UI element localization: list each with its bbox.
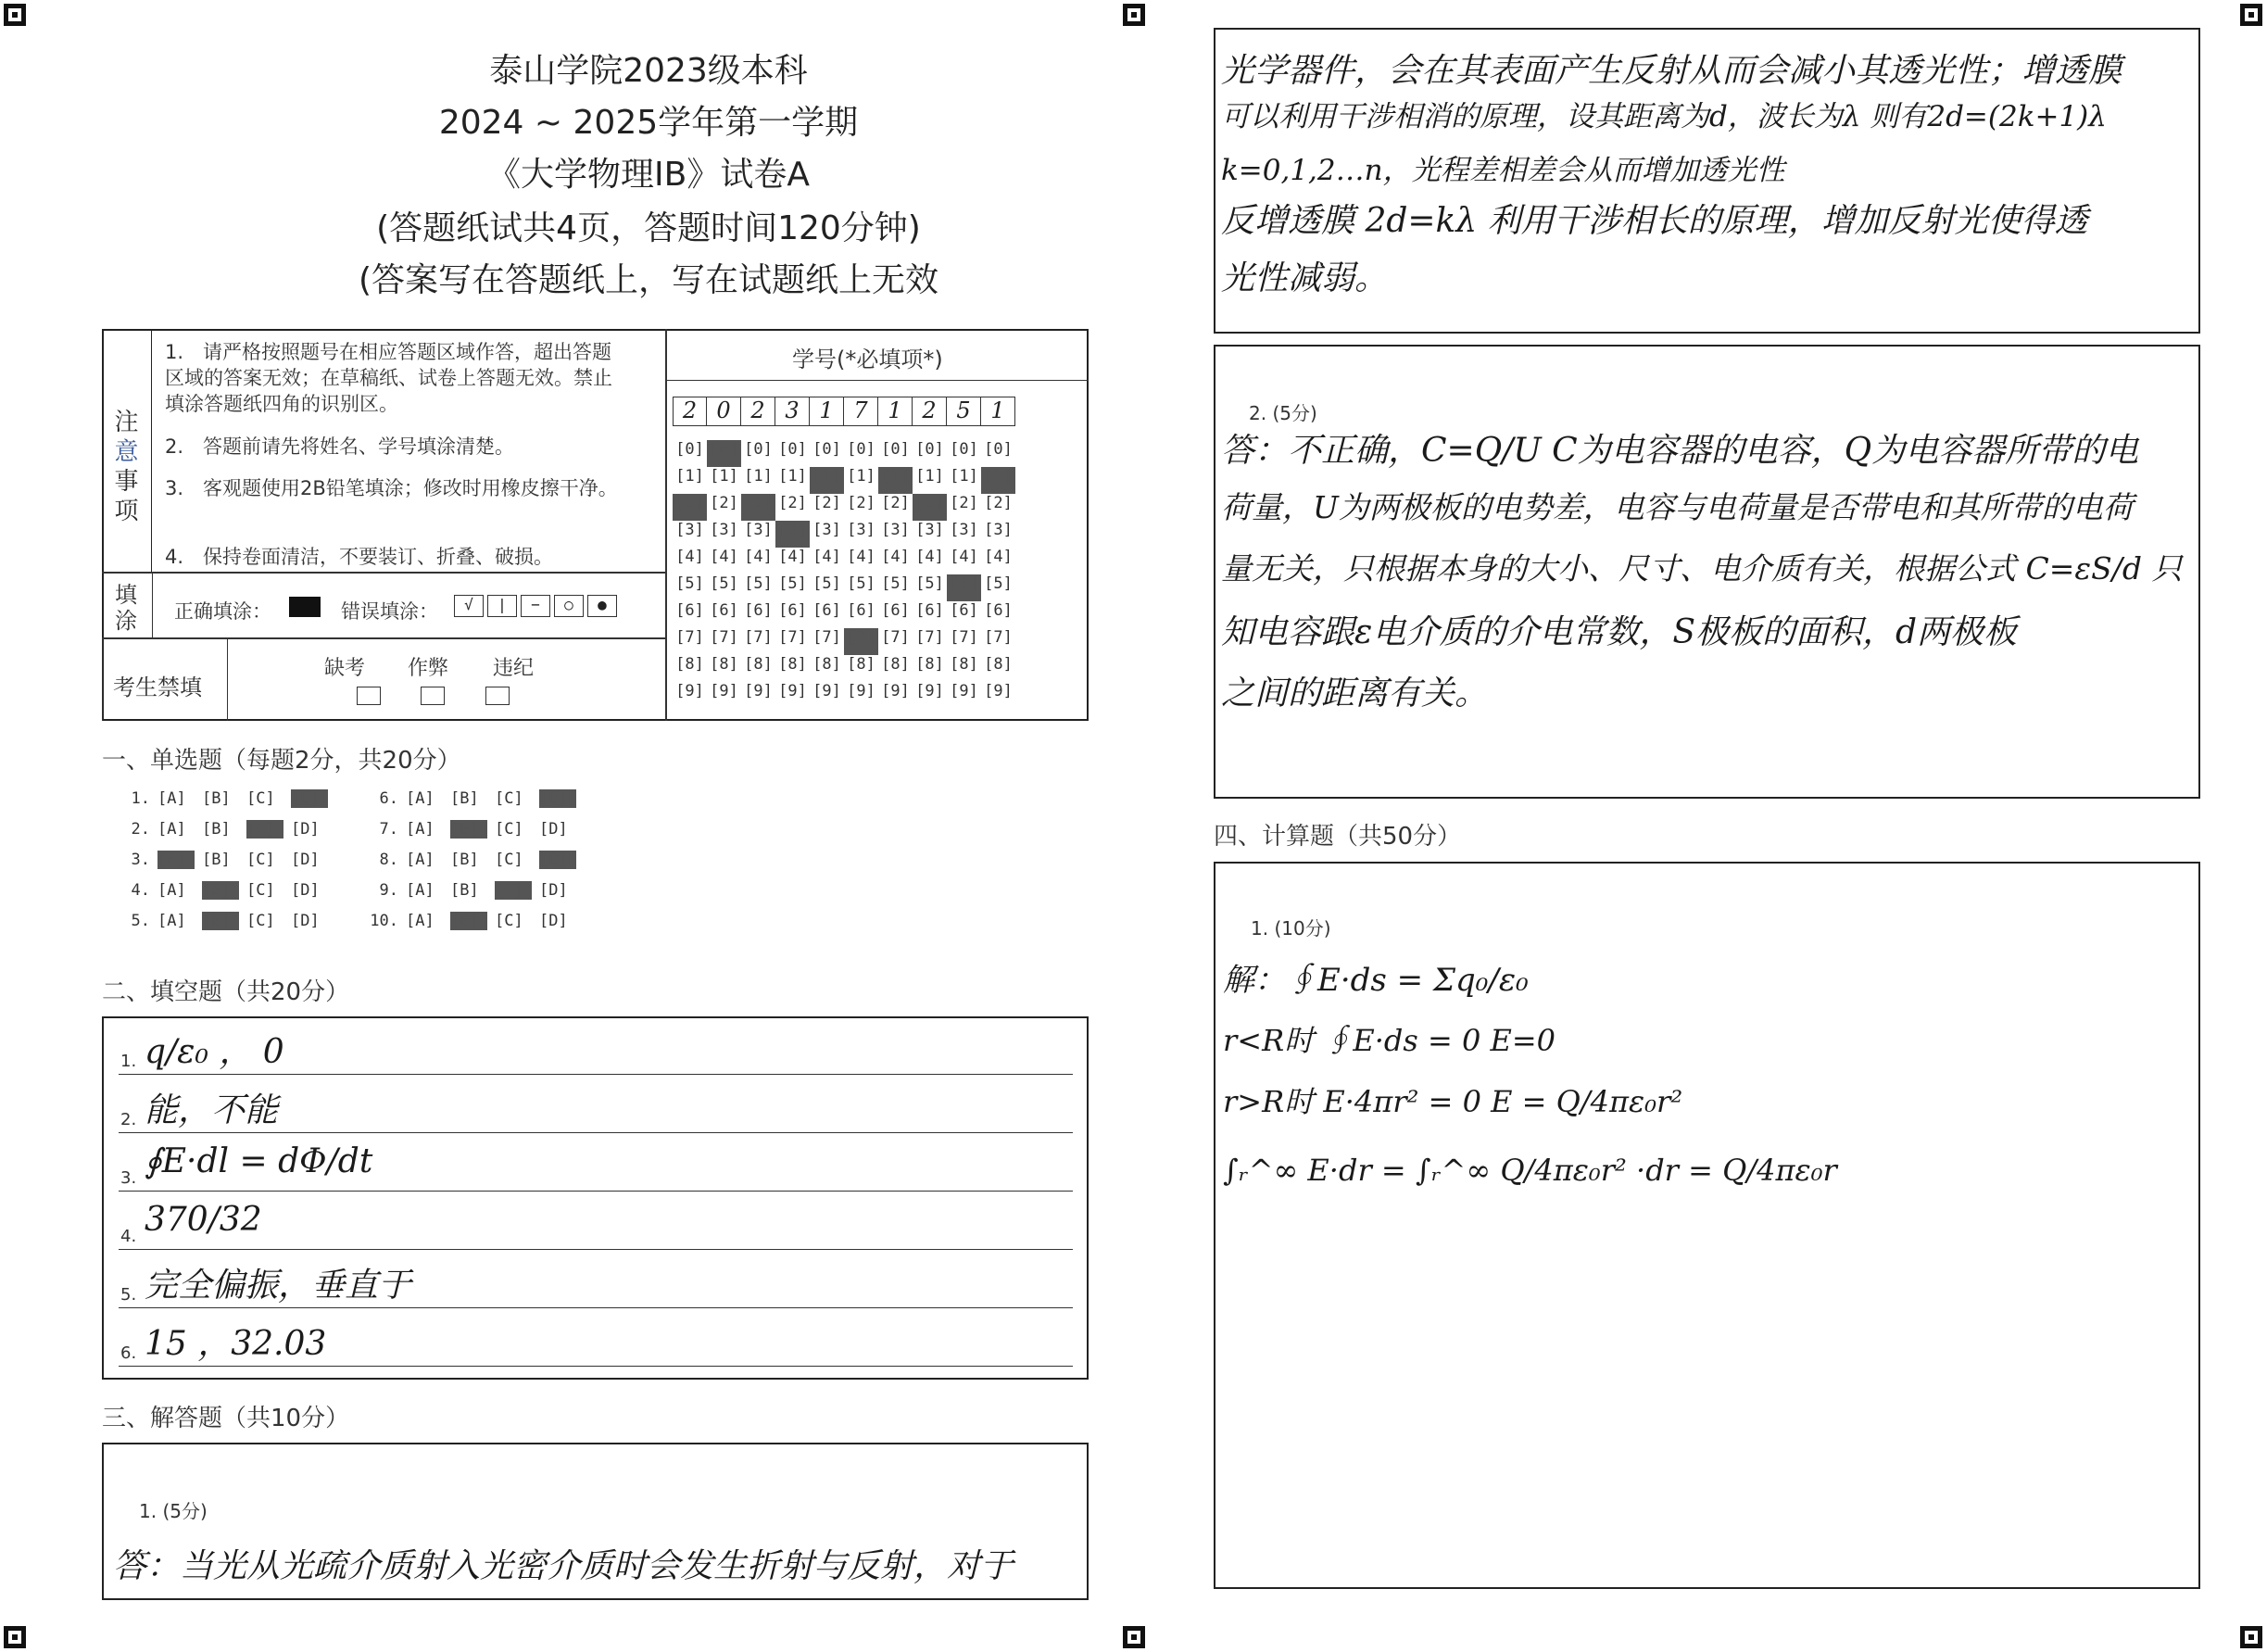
notice-label: 注 意 事 项 — [104, 329, 152, 572]
single-choice-option-a[interactable]: [A] — [406, 820, 435, 839]
student-id-bubble[interactable]: [9] — [744, 682, 773, 700]
student-id-bubble-row — [673, 682, 1015, 709]
notice-item-2: 2. 答题前请先将姓名、学号填涂清楚。 — [165, 435, 515, 458]
corner-marker-bottom-left — [4, 1626, 26, 1648]
student-id-digit: 1 — [810, 397, 844, 426]
calculation-1-label: 1. (10分) — [1251, 917, 1331, 939]
student-id-bubble[interactable]: [1] — [878, 467, 913, 494]
student-id-digit: 5 — [947, 397, 981, 426]
student-id-bubble-row — [673, 548, 1015, 574]
single-choice-option-a[interactable]: [A] — [406, 789, 435, 808]
short-answer-1-label: 1. (5分) — [139, 1500, 208, 1522]
fill-blank-underline — [119, 1191, 1073, 1192]
student-id-bubble[interactable]: [2] — [812, 494, 841, 512]
violation-checkbox[interactable] — [485, 687, 510, 705]
single-choice-option-b[interactable]: [B] — [202, 789, 231, 808]
student-id-bubble[interactable]: [2] — [984, 494, 1013, 512]
student-id-bubble[interactable]: [9] — [675, 682, 704, 700]
single-choice-option-a[interactable]: [A] — [406, 881, 435, 900]
student-id-bubble[interactable]: [0] — [915, 440, 944, 459]
fill-blank-number: 4. — [120, 1227, 137, 1246]
student-id-bubble[interactable]: [5] — [984, 574, 1013, 593]
student-id-bubble-row — [673, 494, 1015, 521]
student-id-bubble[interactable]: [1] — [915, 467, 944, 486]
notice-item-1: 1. 请严格按照题号在相应答题区域作答，超出答题区域的答案无效；在草稿纸、试卷上答题无效。禁止填涂答题纸四角的识别区。 — [165, 341, 612, 415]
fill-label: 填 涂 — [115, 582, 137, 634]
student-id-bubble[interactable]: [5] — [778, 574, 807, 593]
fill-blank-answer: q/ε₀ ， 0 — [145, 1033, 284, 1071]
student-id-bubble[interactable]: [8] — [915, 655, 944, 674]
student-id-bubble-row — [673, 440, 1015, 467]
student-id-bubble[interactable]: [2] — [778, 494, 807, 512]
corner-marker-top-right — [2240, 4, 2262, 26]
corner-marker-bottom-right — [2240, 1626, 2262, 1648]
fill-blank-underline — [119, 1074, 1073, 1075]
student-id-bubble[interactable]: [5] — [881, 574, 910, 593]
section-short-answer-title: 三、解答题（共10分） — [102, 1405, 350, 1432]
student-id-bubble[interactable]: [2] — [710, 494, 738, 512]
student-id-bubble[interactable]: [1] — [810, 467, 844, 494]
student-id-bubble[interactable]: [4] — [812, 548, 841, 566]
student-id-digit: 2 — [913, 397, 947, 426]
wrong-fill-samples: √ | − ○ ● — [454, 595, 617, 617]
single-choice-number: 4. — [131, 881, 150, 900]
student-id-bubble[interactable]: [3] — [775, 521, 810, 548]
student-id-bubble[interactable]: [6] — [710, 601, 738, 620]
student-id-bubble[interactable]: [6] — [984, 601, 1013, 620]
short-answer-1-line-4: k=0,1,2…n，光程差相差会从而增加透光性 — [1221, 154, 1785, 187]
student-id-bubble[interactable]: [8] — [710, 655, 738, 674]
fill-blank-number: 3. — [120, 1168, 137, 1188]
student-id-bubble[interactable]: [7] — [915, 628, 944, 647]
single-choice-option-d[interactable]: [D] — [539, 789, 576, 808]
single-choice-number: 1. — [131, 789, 150, 808]
student-id-bubble[interactable]: [6] — [744, 601, 773, 620]
student-id-bubble[interactable]: [7] — [710, 628, 738, 647]
student-id-title: 学号(*必填项*) — [792, 347, 943, 372]
single-choice-option-b[interactable]: [B] — [202, 820, 231, 839]
student-id-digit: 2 — [673, 397, 707, 426]
student-id-bubble[interactable]: [1] — [950, 467, 978, 486]
single-choice-number: 9. — [379, 881, 398, 900]
single-choice-item — [119, 789, 335, 808]
fill-blank-answer: ∮E·dl = dΦ/dt — [145, 1142, 373, 1180]
section-single-choice-title: 一、单选题（每题2分，共20分） — [102, 747, 461, 775]
student-id-bubble[interactable]: [0] — [675, 440, 704, 459]
fill-blank-number: 5. — [120, 1285, 137, 1305]
fill-blank-answer: 15 ，32.03 — [145, 1325, 327, 1363]
student-id-digits — [673, 397, 1015, 426]
absent-checkbox[interactable] — [357, 687, 381, 705]
single-choice-item — [119, 851, 335, 869]
single-choice-item — [367, 789, 584, 808]
single-choice-option-d[interactable]: [D] — [539, 912, 568, 930]
student-id-bubble[interactable]: [9] — [881, 682, 910, 700]
student-id-bubble[interactable]: [7] — [778, 628, 807, 647]
student-id-bubble[interactable]: [8] — [881, 655, 910, 674]
correct-fill-label: 正确填涂： — [174, 600, 271, 623]
student-id-bubble[interactable]: [4] — [675, 548, 704, 566]
student-id-digit: 3 — [775, 397, 810, 426]
student-id-bubble[interactable]: [4] — [950, 548, 978, 566]
fill-blank-answer: 370/32 — [145, 1201, 262, 1239]
student-id-bubble[interactable]: [5] — [947, 574, 981, 601]
exam-title: 《大学物理IB》试卷A — [487, 156, 810, 194]
single-choice-number: 10. — [370, 912, 398, 930]
student-id-bubble[interactable]: [8] — [950, 655, 978, 674]
single-choice-item — [119, 881, 335, 900]
calculation-1-line-4: ∫ᵣ^∞ E·dr = ∫ᵣ^∞ Q/4πε₀r² ·dr = Q/4πε₀r — [1223, 1153, 1837, 1188]
student-id-bubble[interactable]: [0] — [950, 440, 978, 459]
student-id-bubble[interactable]: [5] — [675, 574, 704, 593]
absent-label: 缺考 — [324, 657, 366, 680]
student-id-bubble[interactable]: [8] — [812, 655, 841, 674]
student-id-bubble-row — [673, 467, 1015, 494]
student-id-bubble[interactable]: [2] — [881, 494, 910, 512]
student-id-bubble[interactable]: [4] — [710, 548, 738, 566]
student-id-bubble[interactable]: [5] — [744, 574, 773, 593]
single-choice-item — [367, 912, 584, 930]
single-choice-option-c[interactable]: [C] — [246, 851, 275, 869]
single-choice-option-c[interactable]: [C] — [246, 820, 283, 839]
student-id-bubble[interactable]: [5] — [847, 574, 875, 593]
student-id-bubble-row — [673, 521, 1015, 548]
student-id-bubble[interactable]: [9] — [812, 682, 841, 700]
single-choice-number: 3. — [131, 851, 150, 869]
fill-blank-number: 2. — [120, 1110, 137, 1129]
student-id-bubble[interactable]: [9] — [847, 682, 875, 700]
single-choice-number: 2. — [131, 820, 150, 839]
short-answer-2-label: 2. (5分) — [1249, 402, 1317, 424]
single-choice-option-b[interactable]: [B] — [450, 881, 479, 900]
single-choice-option-a[interactable]: [A] — [157, 881, 186, 900]
student-id-bubble[interactable]: [6] — [915, 601, 944, 620]
student-id-bubble[interactable]: [9] — [984, 682, 1013, 700]
single-choice-option-a[interactable]: [A] — [157, 912, 186, 930]
student-id-bubble[interactable]: [4] — [984, 548, 1013, 566]
single-choice-option-c[interactable]: [C] — [246, 789, 275, 808]
short-answer-2-line-2: 荷量，U为两极板的电势差，电容与电荷量是否带电和其所带的电荷 — [1221, 489, 2134, 525]
student-id-bubble[interactable]: [9] — [778, 682, 807, 700]
student-id-bubble[interactable]: [0] — [778, 440, 807, 459]
single-choice-option-c[interactable]: [C] — [246, 881, 275, 900]
single-choice-option-c[interactable]: [C] — [495, 789, 523, 808]
exam-term: 2024 ~ 2025学年第一学期 — [438, 104, 859, 142]
fill-blank-underline — [119, 1366, 1073, 1367]
single-choice-option-a[interactable]: [A] — [157, 851, 195, 869]
student-id-bubble[interactable]: [0] — [881, 440, 910, 459]
student-id-bubble[interactable]: [7] — [812, 628, 841, 647]
student-id-bubble[interactable]: [7] — [984, 628, 1013, 647]
cheat-checkbox[interactable] — [421, 687, 445, 705]
fill-blank-underline — [119, 1249, 1073, 1250]
student-id-bubble[interactable]: [3] — [915, 521, 944, 539]
student-id-bubble[interactable]: [9] — [710, 682, 738, 700]
single-choice-option-a[interactable]: [A] — [157, 789, 186, 808]
student-id-bubble[interactable]: [4] — [847, 548, 875, 566]
corner-marker-top-mid — [1123, 4, 1145, 26]
student-id-bubble[interactable]: [8] — [778, 655, 807, 674]
exam-duration: (答题纸试共4页，答题时间120分钟) — [376, 209, 921, 247]
student-id-bubble[interactable]: [3] — [984, 521, 1013, 539]
exam-forbidden-label: 考生禁填 — [113, 675, 202, 700]
short-answer-2-line-5: 之间的距离有关。 — [1221, 675, 1489, 713]
student-id-bubble[interactable]: [5] — [915, 574, 944, 593]
fill-blank-number: 6. — [120, 1343, 137, 1363]
student-id-bubble[interactable]: [7] — [675, 628, 704, 647]
student-id-bubble[interactable]: [1] — [710, 467, 738, 486]
single-choice-option-a[interactable]: [A] — [157, 820, 186, 839]
short-answer-1-line-5: 反增透膜 2d=kλ 利用干涉相长的原理，增加反射光使得透 — [1221, 202, 2088, 240]
student-id-bubble[interactable]: [0] — [744, 440, 773, 459]
student-id-bubble[interactable]: [3] — [881, 521, 910, 539]
fill-blank-underline — [119, 1307, 1073, 1308]
calculation-1-line-3: r>R时 E·4πr² = 0 E = Q/4πε₀r² — [1223, 1084, 1683, 1119]
student-id-bubble[interactable]: [8] — [984, 655, 1013, 674]
student-id-bubble[interactable]: [1] — [675, 467, 704, 486]
student-id-bubble[interactable]: [0] — [707, 440, 741, 467]
corner-marker-bottom-mid — [1123, 1626, 1145, 1648]
student-id-digit: 0 — [707, 397, 741, 426]
student-id-bubble[interactable]: [7] — [844, 628, 878, 655]
single-choice-item — [367, 820, 584, 839]
single-choice-option-b[interactable]: [B] — [202, 851, 231, 869]
student-id-bubble[interactable]: [9] — [950, 682, 978, 700]
student-id-bubble[interactable]: [6] — [812, 601, 841, 620]
corner-marker-top-left — [4, 4, 26, 26]
student-id-bubble[interactable]: [6] — [950, 601, 978, 620]
student-id-bubble[interactable]: [0] — [812, 440, 841, 459]
fill-blank-number: 1. — [120, 1052, 137, 1071]
student-id-bubble[interactable]: [2] — [950, 494, 978, 512]
single-choice-option-d[interactable]: [D] — [291, 851, 320, 869]
single-choice-option-c[interactable]: [C] — [495, 851, 523, 869]
cheat-label: 作弊 — [408, 657, 449, 680]
student-id-bubble-row — [673, 574, 1015, 601]
single-choice-option-d[interactable]: [D] — [539, 851, 576, 869]
student-id-bubble[interactable]: [4] — [915, 548, 944, 566]
student-id-bubble[interactable]: [2] — [673, 494, 707, 521]
correct-fill-sample — [289, 597, 321, 617]
section-fill-blank-title: 二、填空题（共20分） — [102, 978, 350, 1006]
single-choice-option-d[interactable]: [D] — [539, 881, 568, 900]
student-id-bubble-row — [673, 655, 1015, 682]
single-choice-option-b[interactable]: [B] — [202, 881, 239, 900]
student-id-bubble[interactable]: [8] — [675, 655, 704, 674]
student-id-bubble[interactable]: [2] — [847, 494, 875, 512]
single-choice-option-b[interactable]: [B] — [450, 820, 487, 839]
section-calculation-title: 四、计算题（共50分） — [1214, 823, 1462, 851]
short-answer-1-line-1: 答：当光从光疏介质射入光密介质时会发生折射与反射，对于 — [113, 1547, 1014, 1585]
student-id-bubble[interactable]: [1] — [981, 467, 1015, 494]
student-id-bubble[interactable]: [4] — [881, 548, 910, 566]
calculation-1-line-2: r<R时 ∮E·ds = 0 E=0 — [1223, 1023, 1556, 1058]
short-answer-2-line-1: 答：不正确，C=Q/U C为电容器的电容，Q为电容器所带的电 — [1221, 432, 2139, 470]
single-choice-option-c[interactable]: [C] — [495, 820, 523, 839]
student-id-bubble[interactable]: [0] — [847, 440, 875, 459]
exam-institution: 泰山学院2023级本科 — [489, 52, 808, 90]
single-choice-option-a[interactable]: [A] — [406, 851, 435, 869]
notice-item-4: 4. 保持卷面清洁，不要装订、折叠、破损。 — [165, 546, 554, 568]
student-id-digit: 1 — [981, 397, 1015, 426]
wrong-fill-label: 错误填涂： — [341, 600, 438, 623]
student-id-bubble[interactable]: [3] — [950, 521, 978, 539]
single-choice-item — [367, 851, 584, 869]
fill-blank-answer: 完全偏振，垂直于 — [145, 1267, 412, 1305]
student-id-bubble[interactable]: [6] — [881, 601, 910, 620]
student-id-bubble[interactable]: [3] — [675, 521, 704, 539]
student-id-bubble[interactable]: [1] — [744, 467, 773, 486]
student-id-bubble[interactable]: [6] — [675, 601, 704, 620]
student-id-bubble[interactable]: [3] — [710, 521, 738, 539]
student-id-bubble[interactable]: [5] — [710, 574, 738, 593]
notice-item-3: 3. 客观题使用2B铅笔填涂；修改时用橡皮擦干净。 — [165, 477, 618, 499]
exam-instruction: (答案写在答题纸上，写在试题纸上无效 — [358, 261, 939, 299]
fill-blank-answer: 能，不能 — [145, 1091, 279, 1129]
student-id-bubble[interactable]: [4] — [744, 548, 773, 566]
single-choice-option-d[interactable]: [D] — [539, 820, 568, 839]
student-id-bubble[interactable]: [8] — [847, 655, 875, 674]
student-id-bubble-grid[interactable] — [673, 440, 1015, 709]
single-choice-option-c[interactable]: [C] — [495, 912, 523, 930]
single-choice-option-c[interactable]: [C] — [246, 912, 275, 930]
single-choice-number: 6. — [379, 789, 398, 808]
student-id-bubble-row — [673, 628, 1015, 655]
single-choice-option-a[interactable]: [A] — [406, 912, 435, 930]
single-choice-option-c[interactable]: [C] — [495, 881, 532, 900]
student-id-bubble[interactable]: [8] — [744, 655, 773, 674]
single-choice-item — [119, 820, 335, 839]
student-id-bubble[interactable]: [7] — [744, 628, 773, 647]
single-choice-item — [119, 912, 335, 930]
single-choice-option-b[interactable]: [B] — [450, 912, 487, 930]
single-choice-option-d[interactable]: [D] — [291, 789, 328, 808]
short-answer-1-line-2: 光学器件，会在其表面产生反射从而会减小其透光性；增透膜 — [1221, 52, 2122, 90]
student-id-bubble[interactable]: [7] — [950, 628, 978, 647]
single-choice-number: 7. — [379, 820, 398, 839]
calculation-1-line-1: 解：∮E·ds = Σq₀/ε₀ — [1223, 962, 1529, 999]
student-id-bubble[interactable]: [2] — [741, 494, 775, 521]
single-choice-number: 5. — [131, 912, 150, 930]
student-id-bubble[interactable]: [6] — [778, 601, 807, 620]
student-id-bubble[interactable]: [3] — [812, 521, 841, 539]
short-answer-1-line-3: 可以利用干涉相消的原理，设其距离为d，波长为λ 则有2d=(2k+1)λ — [1221, 100, 2107, 133]
single-choice-item — [367, 881, 584, 900]
single-choice-option-d[interactable]: [D] — [291, 881, 320, 900]
student-id-digit: 2 — [741, 397, 775, 426]
single-choice-option-b[interactable]: [B] — [450, 851, 479, 869]
violation-label: 违纪 — [493, 657, 535, 680]
single-choice-option-d[interactable]: [D] — [291, 820, 320, 839]
student-id-bubble[interactable]: [7] — [881, 628, 910, 647]
short-answer-1-line-6: 光性减弱。 — [1221, 259, 1389, 297]
single-choice-option-d[interactable]: [D] — [291, 912, 320, 930]
student-id-bubble[interactable]: [0] — [984, 440, 1013, 459]
student-id-bubble[interactable]: [3] — [744, 521, 773, 539]
student-id-bubble[interactable]: [1] — [778, 467, 807, 486]
short-answer-2-line-4: 知电容跟ε电介质的介电常数，S极板的面积，d两极板 — [1221, 613, 2018, 651]
student-id-bubble[interactable]: [1] — [847, 467, 875, 486]
single-choice-option-b[interactable]: [B] — [202, 912, 239, 930]
student-id-bubble-row — [673, 601, 1015, 628]
student-id-bubble[interactable]: [3] — [847, 521, 875, 539]
student-id-bubble[interactable]: [6] — [847, 601, 875, 620]
fill-blank-underline — [119, 1132, 1073, 1133]
single-choice-number: 8. — [379, 851, 398, 869]
student-id-digit: 7 — [844, 397, 878, 426]
student-id-bubble[interactable]: [2] — [913, 494, 947, 521]
student-id-bubble[interactable]: [4] — [778, 548, 807, 566]
single-choice-option-b[interactable]: [B] — [450, 789, 479, 808]
short-answer-2-line-3: 量无关，只根据本身的大小、尺寸、电介质有关，根据公式 C=εS/d 只 — [1221, 550, 2183, 586]
student-id-bubble[interactable]: [5] — [812, 574, 841, 593]
student-id-digit: 1 — [878, 397, 913, 426]
student-id-bubble[interactable]: [9] — [915, 682, 944, 700]
